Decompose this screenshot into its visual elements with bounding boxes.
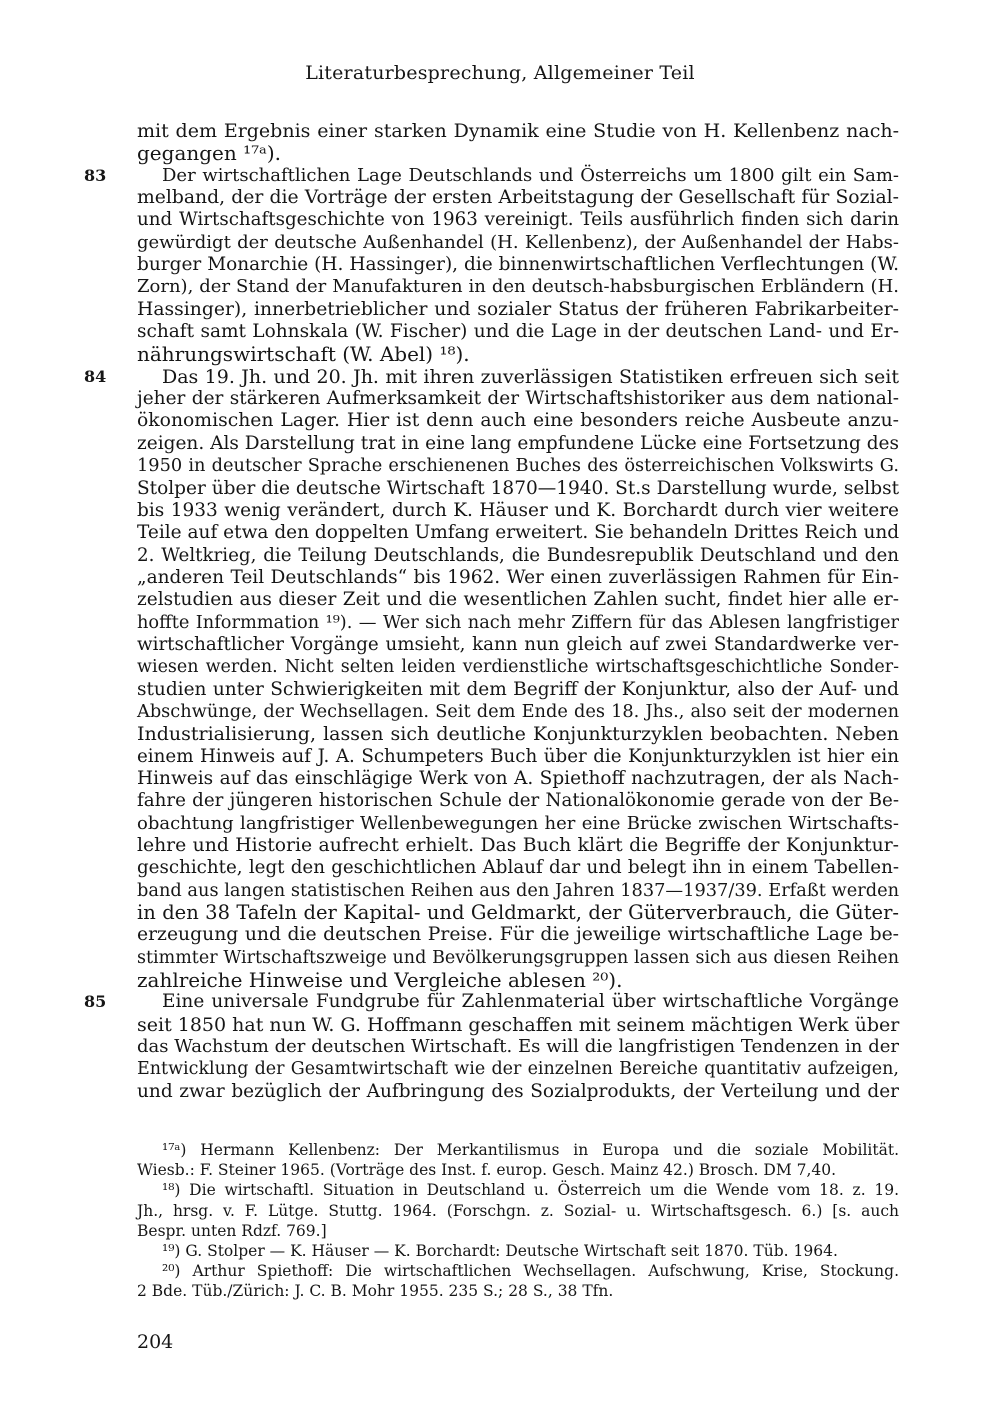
body-text bbox=[84, 120, 900, 1103]
text-line: in den 38 Tafeln der Kapital- und Geldmarkt, der Güterverbrauch, die Güter- bbox=[137, 901, 899, 925]
page-number: 204 bbox=[137, 1331, 174, 1353]
text-line: nährungswirtschaft (W. Abel) ¹⁸). bbox=[137, 342, 470, 367]
text-line: stimmter Wirtschaftszweige und Bevölkerungsgruppen lassen sich aus diesen Reihen bbox=[137, 947, 899, 968]
text-line: 84 Das 19. Jh. und 20. Jh. mit ihren zuverlässigen Statistiken erfreuen sich seit bbox=[84, 365, 899, 388]
text-line: gegangen ¹⁷ᵃ). bbox=[137, 141, 282, 166]
text-line: zeigen. Als Darstellung trat in eine lang empfundene Lücke eine Fortsetzung des bbox=[137, 432, 899, 454]
footnote-line: ¹⁷ᵃ) Hermann Kellenbenz: Der Merkantilismus in Europa und die soziale Mobilität. bbox=[162, 1141, 899, 1159]
text-line: burger Monarchie (H. Hassinger), die binnenwirtschaftlichen Verflechtungen (W. bbox=[137, 254, 899, 276]
text-line: bis 1933 wenig verändert, durch K. Häuser und K. Borchardt durch vier weitere bbox=[137, 499, 899, 521]
text-line: 85 Eine universale Fundgrube für Zahlenmaterial über wirtschaftliche Vorgänge bbox=[84, 991, 899, 1013]
text-line: melband, der die Vorträge der ersten Arbeitstagung der Gesellschaft für Sozial- bbox=[137, 187, 899, 209]
footnote-line: 2 Bde. Tüb./Zürich: J. C. B. Mohr 1955. 235 S.; 28 S., 38 Tfn. bbox=[137, 1282, 614, 1301]
margin-number: 83 bbox=[84, 165, 107, 185]
text-line: 1950 in deutscher Sprache erschienenen Buches des österreichischen Volkswirts G. bbox=[137, 456, 899, 477]
text-line: studien unter Schwierigkeiten mit dem Begriff der Konjunktur, also der Auf- und bbox=[137, 678, 899, 700]
text-line: Stolper über die deutsche Wirtschaft 1870—1940. St.s Darstellung wurde, selbst bbox=[137, 477, 899, 499]
text-line: 83 Der wirtschaftlichen Lage Deutschlands und Österreichs um 1800 gilt ein Sam- bbox=[84, 164, 899, 186]
text-line: ökonomischen Lager. Hier ist denn auch eine besonders reiche Ausbeute anzu- bbox=[137, 410, 899, 432]
footnote bbox=[137, 1140, 899, 1180]
text-line: obachtung langfristiger Wellenbewegungen her eine Brücke zwischen Wirtschafts- bbox=[137, 812, 899, 834]
text-line: schaft samt Lohnskala (W. Fischer) und die Lage in der deutschen Land- und Er- bbox=[137, 321, 899, 343]
footnote-line: ¹⁸) Die wirtschaftl. Situation in Deutschland u. Österreich um die Wende vom 18. z. 19. bbox=[162, 1181, 899, 1200]
text-line: „anderen Teil Deutschlands“ bis 1962. Wer einen zuverlässigen Rahmen für Ein- bbox=[137, 566, 899, 588]
text-line: fahre der jüngeren historischen Schule der Nationalökonomie gerade von der Be- bbox=[137, 790, 899, 812]
text-line: zelstudien aus dieser Zeit und die wesentlichen Zahlen sucht, findet hier alle er- bbox=[137, 589, 899, 611]
text-line: und zwar bezüglich der Aufbringung des Sozialprodukts, der Verteilung und der bbox=[137, 1080, 899, 1102]
margin-number: 85 bbox=[84, 992, 107, 1012]
text-line: band aus langen statistischen Reihen aus den Jahren 1837—1937/39. Erfaßt werden bbox=[137, 880, 899, 901]
footnote-line: Bespr. unten Rdzf. 769.] bbox=[137, 1221, 327, 1240]
paragraph bbox=[84, 365, 900, 993]
text-line: jeher der stärkeren Aufmerksamkeit der Wirtschaftshistoriker aus dem national- bbox=[137, 388, 899, 410]
text-line: zahlreiche Hinweise und Vergleiche ablesen ²⁰). bbox=[137, 968, 623, 993]
text-line: Hinweis auf das einschlägige Werk von A. Spiethoff nachzutragen, der als Nach- bbox=[137, 767, 899, 789]
paragraph bbox=[84, 991, 900, 1103]
margin-number: 84 bbox=[84, 366, 107, 386]
text-line: gewürdigt der deutsche Außenhandel (H. Kellenbenz), der Außenhandel der Habs- bbox=[137, 231, 899, 253]
text-line: lehre und Historie aufrecht erhielt. Das Buch klärt die Begriffe der Konjunktur- bbox=[137, 835, 899, 856]
footnote-line: ¹⁹) G. Stolper — K. Häuser — K. Borchardt: Deutsche Wirtschaft seit 1870. Tüb. 1964. bbox=[162, 1241, 838, 1260]
footnotes bbox=[137, 1140, 899, 1302]
text-line: 2. Weltkrieg, die Teilung Deutschlands, die Bundesrepublik Deutschland und den bbox=[137, 544, 899, 566]
text-line: Zorn), der Stand der Manufakturen in den deutsch-habsburgischen Erbländern (H. bbox=[137, 276, 899, 298]
footnote bbox=[137, 1241, 899, 1261]
footnote bbox=[137, 1261, 899, 1301]
paragraph bbox=[137, 120, 899, 165]
footnote-line: Wiesb.: F. Steiner 1965. (Vorträge des Inst. f. europ. Gesch. Mainz 42.) Brosch. DM 7,40. bbox=[137, 1161, 837, 1180]
text-line: seit 1850 hat nun W. G. Hoffmann geschaffen mit seinem mächtigen Werk über bbox=[137, 1013, 900, 1036]
text-line: wirtschaftlicher Vorgänge umsieht, kann nun gleich auf zwei Standardwerke ver- bbox=[137, 633, 899, 655]
text-line: wiesen werden. Nicht selten leiden verdienstliche wirtschaftsgeschichtliche Sonder- bbox=[137, 657, 899, 678]
text-line: und Wirtschaftsgeschichte von 1963 vereinigt. Teils ausführlich finden sich darin bbox=[137, 209, 899, 231]
footnote-line: Jh., hrsg. v. F. Lütge. Stuttg. 1964. (Forschgn. z. Sozial- u. Wirtschaftsgesch. 6.) [s. auch bbox=[137, 1201, 899, 1220]
footnote-line: ²⁰) Arthur Spiethoff: Die wirtschaftlichen Wechsellagen. Aufschwung, Krise, Stockung. bbox=[162, 1262, 899, 1281]
text-line: erzeugung und die deutschen Preise. Für die jeweilige wirtschaftliche Lage be- bbox=[137, 924, 899, 946]
text-line: geschichte, legt den geschichtlichen Ablauf dar und belegt ihn in einem Tabellen- bbox=[137, 857, 899, 879]
paragraph bbox=[84, 164, 899, 367]
text-line: einem Hinweis auf J. A. Schumpeters Buch über die Konjunkturzyklen ist hier ein bbox=[137, 745, 899, 767]
text-line: Entwicklung der Gesamtwirtschaft wie der einzelnen Bereiche quantitativ aufzeigen, bbox=[137, 1059, 899, 1080]
text-line: hoffte Informmation ¹⁹). — Wer sich nach mehr Ziffern für das Ablesen langfristiger bbox=[137, 612, 899, 633]
text-line: Hassinger), innerbetrieblicher und sozialer Status der früheren Fabrikarbeiter- bbox=[137, 298, 899, 320]
text-line: das Wachstum der deutschen Wirtschaft. Es will die langfristigen Tendenzen in der bbox=[137, 1036, 899, 1058]
running-header: Literaturbesprechung, Allgemeiner Teil bbox=[305, 62, 695, 84]
text-line: Teile auf etwa den doppelten Umfang erweitert. Sie behandeln Drittes Reich und bbox=[137, 522, 900, 544]
text-line: Abschwünge, der Wechsellagen. Seit dem Ende des 18. Jhs., also seit der modernen bbox=[137, 701, 899, 722]
text-line: mit dem Ergebnis einer starken Dynamik eine Studie von H. Kellenbenz nach- bbox=[137, 120, 899, 142]
footnote bbox=[137, 1180, 899, 1241]
text-line: Industrialisierung, lassen sich deutliche Konjunkturzyklen beobachten. Neben bbox=[137, 723, 899, 746]
